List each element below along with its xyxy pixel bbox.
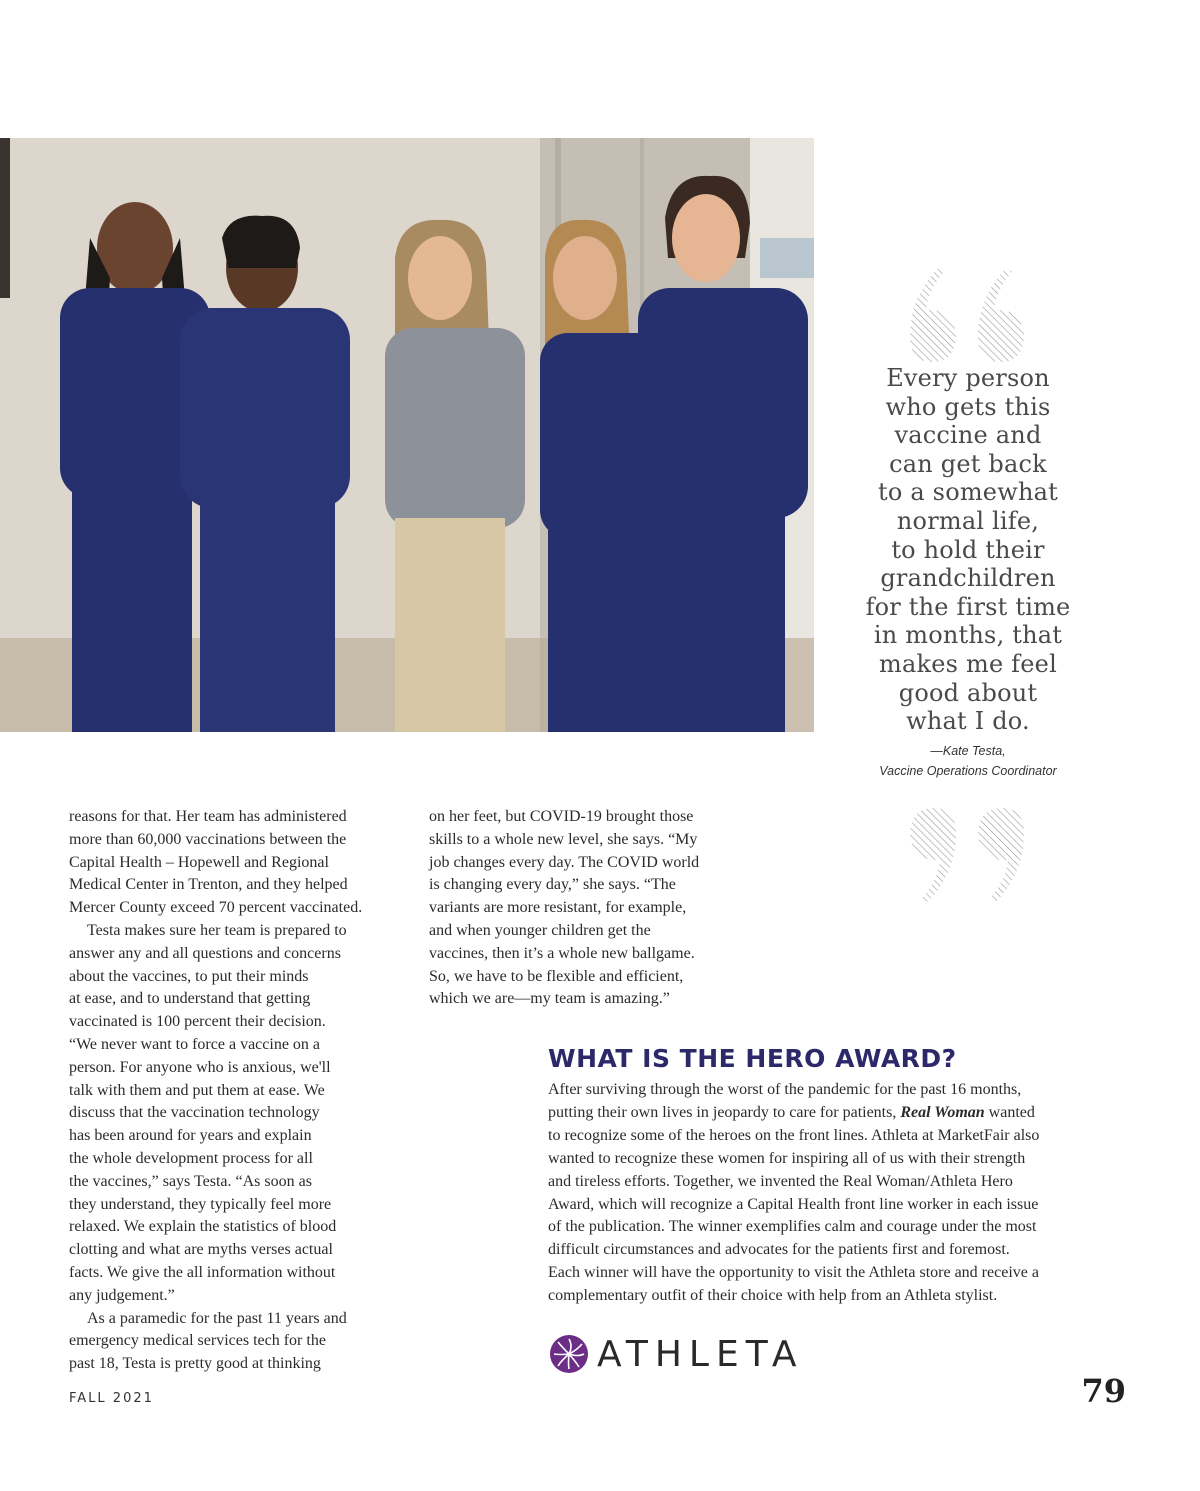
article-line: is changing every day,” she says. “The bbox=[429, 876, 676, 894]
athleta-logo bbox=[549, 1332, 804, 1376]
article-line: past 18, Testa is pretty good at thinking bbox=[69, 1355, 321, 1373]
article-line: about the vaccines, to put their minds bbox=[69, 967, 309, 985]
article-line: answer any and all questions and concerns bbox=[69, 944, 341, 962]
article-line: job changes every day. The COVID world bbox=[429, 853, 700, 871]
pull-quote-line: makes me feel bbox=[879, 649, 1057, 678]
pull-quote-line: vaccine and bbox=[894, 421, 1042, 450]
pull-quote-line: in months, that bbox=[873, 621, 1063, 650]
athleta-wordmark: ATHLETA bbox=[597, 1333, 804, 1375]
article-column-1 bbox=[69, 806, 414, 1376]
article-line: on her feet, but COVID-19 brought those bbox=[429, 808, 694, 825]
footer-season: FALL 2021 bbox=[69, 1391, 154, 1406]
article-line: the vaccines,” says Testa. “As soon as bbox=[69, 1172, 312, 1190]
publication-name: Real Woman bbox=[900, 1103, 985, 1121]
article-line: skills to a whole new level, she says. “My bbox=[429, 830, 698, 848]
article-line: they understand, they typically feel more bbox=[69, 1195, 332, 1213]
article-line: As a paramedic for the past 11 years and bbox=[87, 1309, 347, 1327]
attribution-title: Vaccine Operations Coordinator bbox=[879, 764, 1057, 778]
pull-quote-line: can get back bbox=[889, 449, 1047, 478]
article-line: vaccinated is 100 percent their decision. bbox=[69, 1013, 326, 1031]
hero-line: complementary outfit of their choice with help from an Athleta stylist. bbox=[548, 1287, 998, 1305]
hero-line: Each winner will have the opportunity to visit the Athleta store and receive a bbox=[548, 1264, 1039, 1282]
article-line: more than 60,000 vaccinations between the bbox=[69, 830, 347, 848]
athleta-flower-icon bbox=[549, 1334, 589, 1374]
article-line: talk with them and put them at ease. We bbox=[69, 1081, 325, 1099]
hero-line: difficult circumstances and advocates for the patients first and foremost. bbox=[548, 1241, 1010, 1259]
hero-line-part: wanted bbox=[984, 1103, 1035, 1121]
hero-line: of the publication. The winner exemplifies calm and courage under the most bbox=[548, 1218, 1037, 1236]
article-line: “We never want to force a vaccine on a bbox=[69, 1035, 321, 1053]
hero-line: to recognize some of the heroes on the front lines. Athleta at MarketFair also bbox=[548, 1126, 1040, 1144]
close-quote-icon bbox=[898, 802, 1038, 912]
article-line: any judgement.” bbox=[69, 1286, 175, 1304]
article-line: facts. We give the all information without bbox=[69, 1263, 336, 1281]
team-photo bbox=[0, 138, 814, 732]
hero-line bbox=[548, 1102, 1128, 1125]
pull-quote-line: Every person bbox=[886, 364, 1050, 392]
hero-award-body bbox=[548, 1079, 1128, 1308]
hero-line: and tireless efforts. Together, we invented the Real Woman/Athleta Hero bbox=[548, 1172, 1013, 1190]
article-line: at ease, and to understand that getting bbox=[69, 990, 311, 1008]
article-line: the whole development process for all bbox=[69, 1149, 313, 1167]
article-line: variants are more resistant, for example, bbox=[429, 899, 687, 917]
article-line: Mercer County exceed 70 percent vaccinated. bbox=[69, 899, 363, 917]
article-column-2 bbox=[429, 806, 749, 1011]
pull-quote-line: to hold their bbox=[891, 535, 1045, 564]
pull-quote-line: to a somewhat bbox=[878, 478, 1058, 507]
article-line: Testa makes sure her team is prepared to bbox=[87, 921, 347, 939]
hero-line: Award, which will recognize a Capital Health front line worker in each issue bbox=[548, 1195, 1039, 1213]
pull-quote-line: normal life, bbox=[896, 506, 1040, 535]
pull-quote-line: for the first time bbox=[865, 592, 1071, 621]
article-line: clotting and what are myths verses actual bbox=[69, 1241, 333, 1259]
page-number: 79 bbox=[1081, 1372, 1126, 1410]
pull-quote bbox=[850, 364, 1086, 736]
article-line: vaccines, then it’s a whole new ballgame. bbox=[429, 944, 695, 962]
pull-quote-line: who gets this bbox=[885, 392, 1051, 421]
hero-line: After surviving through the worst of the pandemic for the past 16 months, bbox=[548, 1081, 1022, 1098]
article-line: and when younger children get the bbox=[429, 921, 651, 939]
article-line: Medical Center in Trenton, and they helped bbox=[69, 876, 348, 894]
article-line: Capital Health – Hopewell and Regional bbox=[69, 853, 329, 871]
pull-quote-line: good about bbox=[898, 678, 1038, 707]
hero-line-part: putting their own lives in jeopardy to care for patients, bbox=[548, 1103, 901, 1121]
hero-line: wanted to recognize these women for inspiring all of us with their strength bbox=[548, 1149, 1026, 1167]
pull-quote-line: grandchildren bbox=[880, 564, 1056, 593]
article-line: which we are—my team is amazing.” bbox=[429, 990, 670, 1008]
article-line: relaxed. We explain the statistics of blood bbox=[69, 1218, 337, 1236]
article-line: emergency medical services tech for the bbox=[69, 1332, 326, 1350]
team-photo-illustration bbox=[0, 138, 814, 732]
article-line: person. For anyone who is anxious, we'll bbox=[69, 1058, 331, 1076]
open-quote-icon bbox=[898, 258, 1038, 368]
pull-quote-line: what I do. bbox=[906, 707, 1030, 736]
article-line: discuss that the vaccination technology bbox=[69, 1104, 320, 1122]
hero-award-heading: WHAT IS THE HERO AWARD? bbox=[548, 1044, 957, 1073]
article-line: has been around for years and explain bbox=[69, 1127, 312, 1145]
article-line: reasons for that. Her team has administered bbox=[69, 808, 347, 825]
quote-attribution bbox=[840, 741, 1096, 781]
article-line: So, we have to be flexible and efficient, bbox=[429, 967, 684, 985]
attribution-name: —Kate Testa, bbox=[930, 744, 1006, 758]
